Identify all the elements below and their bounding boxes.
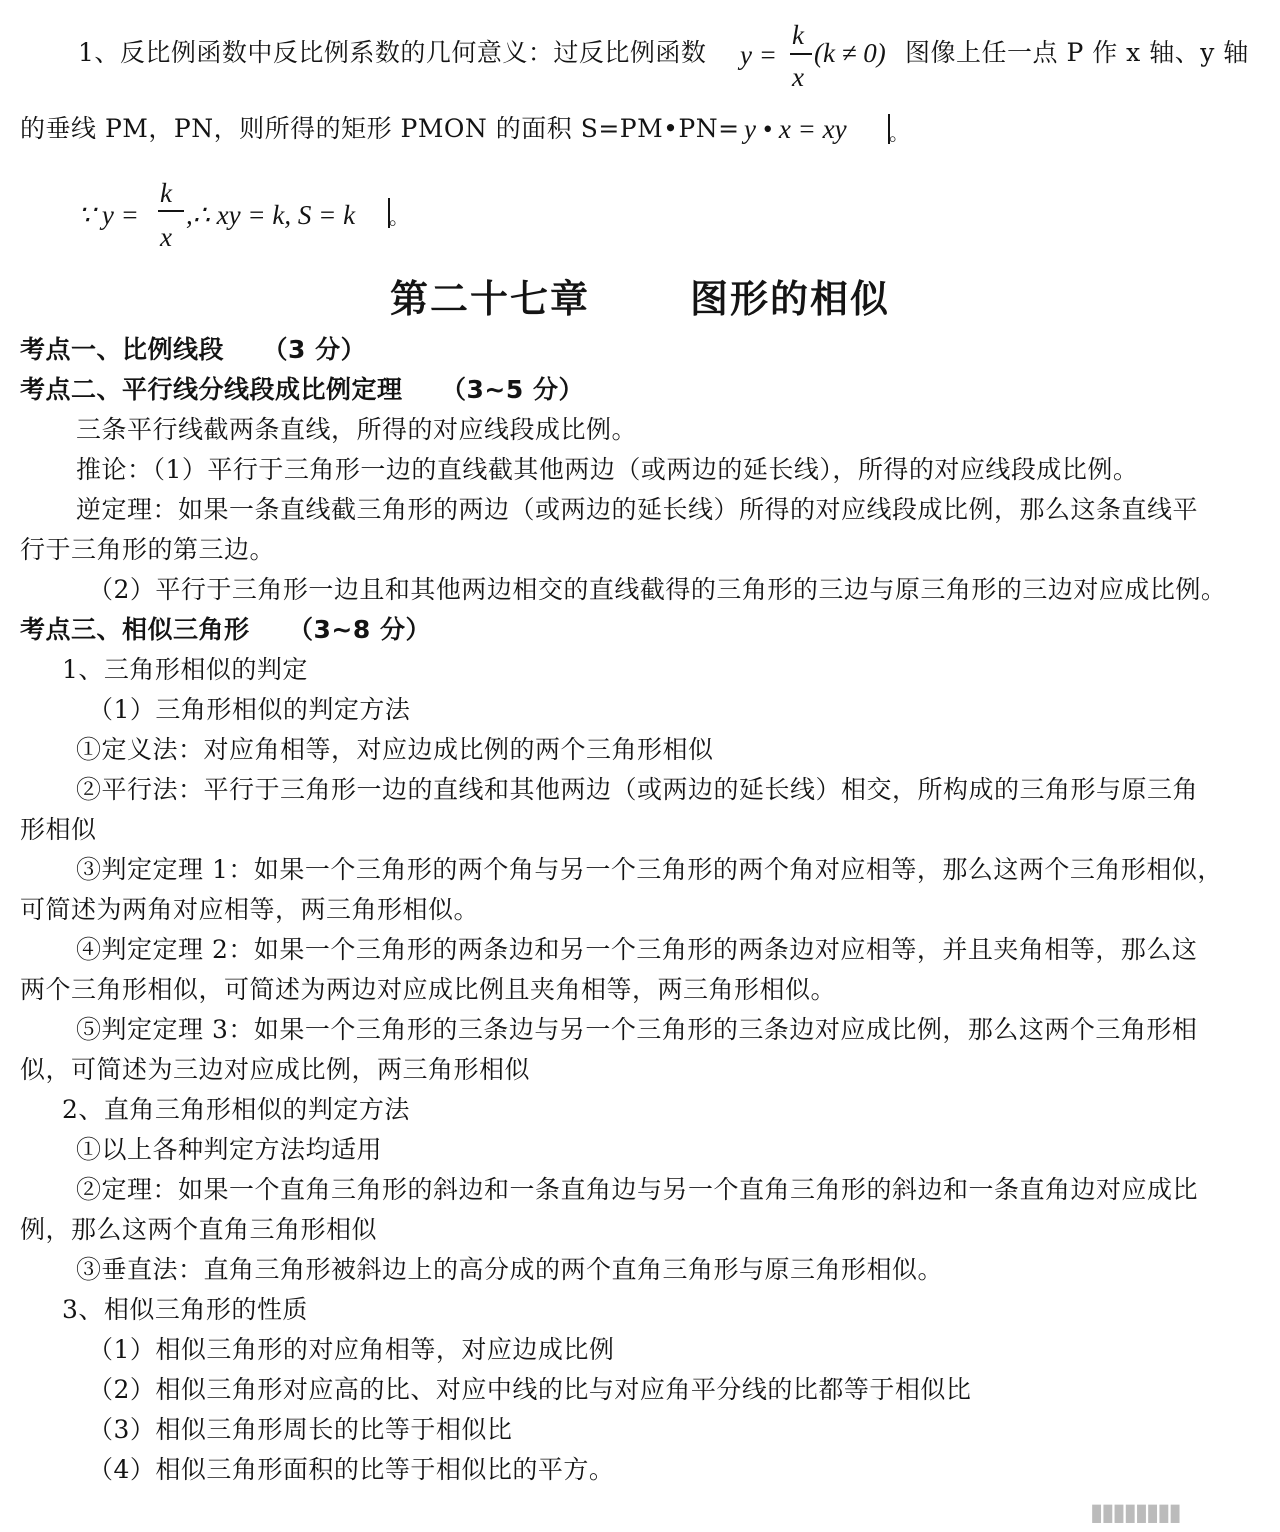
chapter-title bbox=[0, 268, 1280, 323]
text-line: ①定义法：对应角相等，对应边成比例的两个三角形相似 bbox=[76, 735, 714, 764]
text-line: （1）三角形相似的判定方法 bbox=[88, 695, 411, 724]
text-line: ③判定定理 1：如果一个三角形的两个角与另一个三角形的两个角对应相等，那么这两个三角形相似， bbox=[76, 855, 1223, 884]
chapter-title-name: 图形的相似 bbox=[690, 277, 891, 321]
text-line: 逆定理：如果一条直线截三角形的两边（或两边的延长线）所得的对应线段成比例，那么这条直线平 bbox=[76, 495, 1199, 524]
formula-line-3-fraction-bar bbox=[158, 210, 184, 212]
formula-line-3-rest: ,∴ xy = k, S = k bbox=[186, 200, 356, 230]
text-line: 可简述为两角对应相等，两三角形相似。 bbox=[20, 895, 480, 924]
text-line: ①以上各种判定方法均适用 bbox=[76, 1135, 383, 1164]
section-heading-3: 考点三、相似三角形 （3~8 分） bbox=[20, 615, 431, 644]
text-line: 推论：（1）平行于三角形一边的直线截其他两边（或两边的延长线），所得的对应线段成比例。 bbox=[76, 455, 1139, 484]
formula-line-2-text: 的垂线 PM，PN，则所得的矩形 PMON 的面积 S=PM•PN= bbox=[20, 114, 740, 143]
formula-line-2-formula: y • x = xy bbox=[744, 114, 847, 144]
section-heading-2: 考点二、平行线分线段成比例定理 （3~5 分） bbox=[20, 375, 584, 404]
text-line: 2、直角三角形相似的判定方法 bbox=[62, 1095, 410, 1124]
text-line: （2）平行于三角形一边且和其他两边相交的直线截得的三角形的三边与原三角形的三边对应成比例。 bbox=[88, 575, 1227, 604]
text-line: （4）相似三角形面积的比等于相似比的平方。 bbox=[88, 1455, 615, 1484]
formula-line-1-fraction-bar bbox=[790, 53, 812, 55]
text-line: ③垂直法：直角三角形被斜边上的高分成的两个直角三角形与原三角形相似。 bbox=[76, 1255, 944, 1284]
formula-line-1-y: y = bbox=[740, 40, 777, 70]
formula-line-1-numerator: k bbox=[792, 20, 804, 50]
formula-line-3-denominator: x bbox=[160, 222, 172, 252]
formula-line-3-because: ∵ y = bbox=[78, 200, 139, 230]
watermark-logo: ▮▮▮▮▮▮▮▮ bbox=[1090, 1498, 1180, 1526]
text-line: （1）相似三角形的对应角相等，对应边成比例 bbox=[88, 1335, 615, 1364]
text-line: 例，那么这两个直角三角形相似 bbox=[20, 1215, 378, 1244]
text-line: 似，可简述为三边对应成比例，两三角形相似 bbox=[20, 1055, 531, 1084]
formula-line-3-end: 。 bbox=[389, 205, 410, 229]
text-line: ⑤判定定理 3：如果一个三角形的三条边与另一个三角形的三条边对应成比例，那么这两个三角形相 bbox=[76, 1015, 1198, 1044]
text-line: 形相似 bbox=[20, 815, 97, 844]
formula-line-1-tail: 图像上任一点 P 作 x 轴、y 轴 bbox=[905, 38, 1249, 67]
formula-line-3-numerator: k bbox=[160, 178, 172, 208]
text-line: ②平行法：平行于三角形一边的直线和其他两边（或两边的延长线）相交，所构成的三角形与原三角 bbox=[76, 775, 1199, 804]
text-line: ④判定定理 2：如果一个三角形的两条边和另一个三角形的两条边对应相等，并且夹角相等，那么这 bbox=[76, 935, 1198, 964]
text-line: （2）相似三角形对应高的比、对应中线的比与对应角平分线的比都等于相似比 bbox=[88, 1375, 972, 1404]
section-heading-1: 考点一、比例线段 （3 分） bbox=[20, 335, 367, 364]
formula-line-1-text: 1、反比例函数中反比例系数的几何意义：过反比例函数 bbox=[78, 38, 707, 67]
text-line: 两个三角形相似，可简述为两边对应成比例且夹角相等，两三角形相似。 bbox=[20, 975, 837, 1004]
text-line: 1、三角形相似的判定 bbox=[62, 655, 308, 684]
formula-line-1-denominator: x bbox=[792, 62, 804, 92]
text-line: 行于三角形的第三边。 bbox=[20, 535, 276, 564]
text-line: 三条平行线截两条直线，所得的对应线段成比例。 bbox=[76, 415, 638, 444]
text-line: ②定理：如果一个直角三角形的斜边和一条直角边与另一个直角三角形的斜边和一条直角边对应成比 bbox=[76, 1175, 1199, 1204]
formula-line-2-end: 。 bbox=[889, 121, 910, 145]
text-line: 3、相似三角形的性质 bbox=[62, 1295, 308, 1324]
formula-line-1-condition: (k ≠ 0) bbox=[814, 38, 886, 68]
text-line: （3）相似三角形周长的比等于相似比 bbox=[88, 1415, 513, 1444]
chapter-title-number: 第二十七章 bbox=[389, 277, 590, 321]
